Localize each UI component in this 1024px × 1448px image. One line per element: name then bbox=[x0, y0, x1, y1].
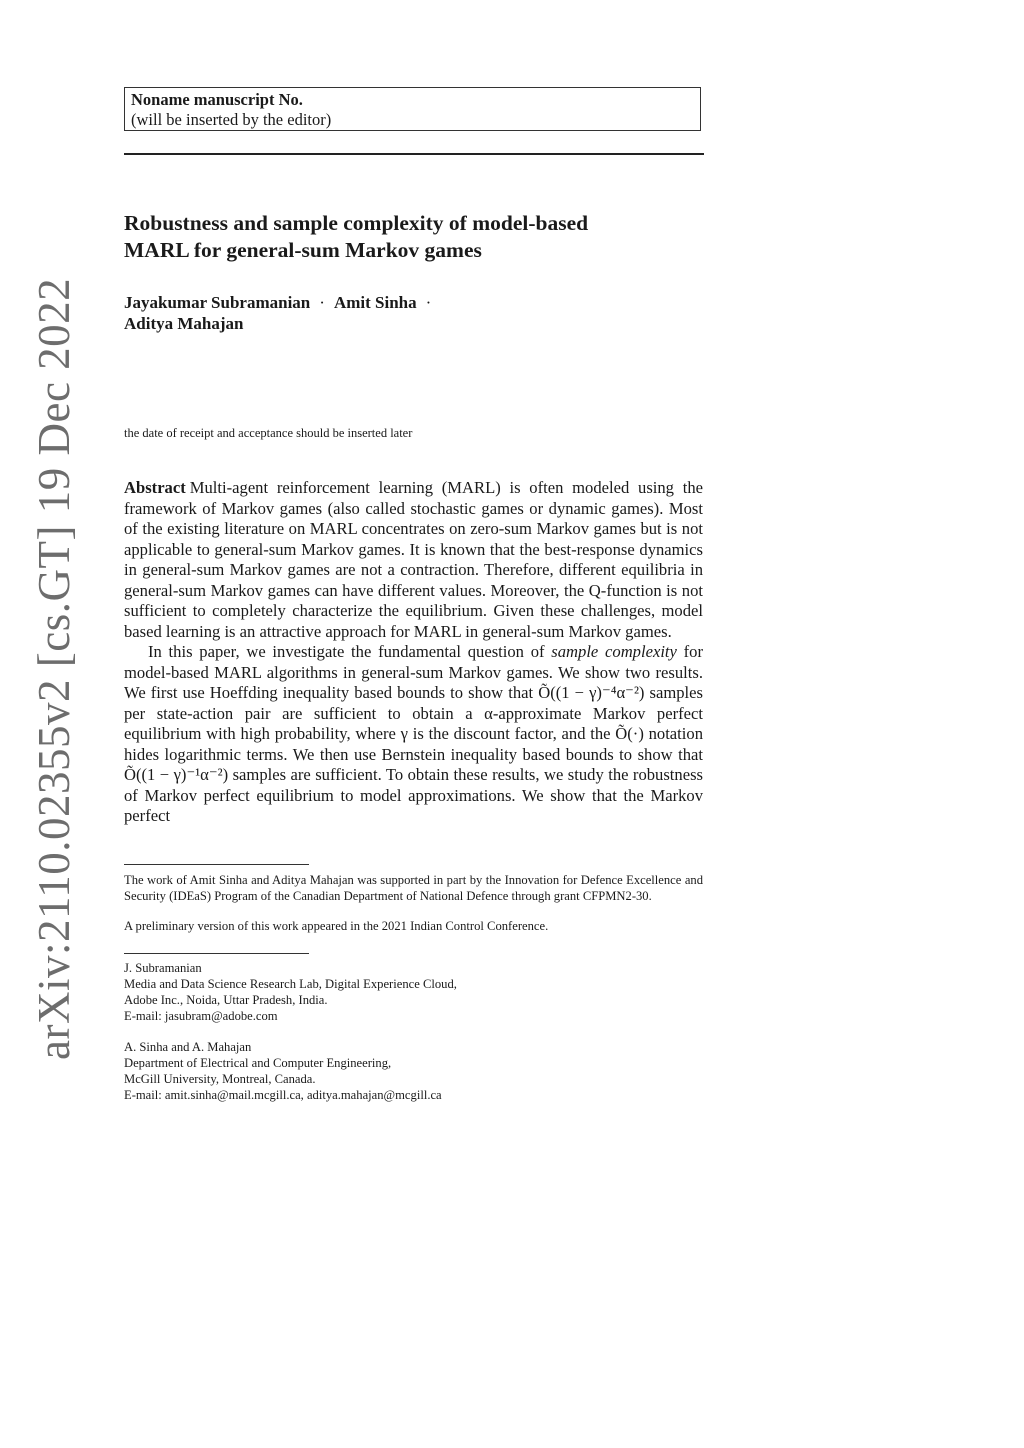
affiliation-name: A. Sinha and A. Mahajan bbox=[124, 1040, 252, 1054]
affiliations bbox=[124, 960, 703, 1118]
affiliation-rule bbox=[124, 953, 309, 954]
affiliation-line: Department of Electrical and Computer Engineering, bbox=[124, 1056, 392, 1070]
funding-footnote: The work of Amit Sinha and Aditya Mahajan was supported in part by the Innovation for Defence Excellence and Security (IDEaS) Program of the Canadian Department of National Defence through grant CFPMN2-30. bbox=[124, 873, 703, 903]
title-line-1: Robustness and sample complexity of model-based bbox=[124, 211, 589, 235]
abstract bbox=[124, 478, 703, 827]
abstract-text: Multi-agent reinforcement learning (MARL) is often modeled using the framework of Markov games (also called stochastic games or dynamic games). Most of the existing literature on MARL concentrates on zero-sum Markov games but is not applicable to general-sum Markov games. It is known that the best-response dynamics in general-sum Markov games are not a contraction. Therefore, different equilibria in general-sum Markov games can have different values. Moreover, the Q-function is not sufficient to completely characterize the equilibrium. Given these challenges, model based learning is an attractive approach for MARL in general-sum Markov games. bbox=[124, 478, 703, 641]
author-list bbox=[124, 292, 684, 334]
title-rule bbox=[124, 153, 704, 155]
paper-title bbox=[124, 210, 724, 264]
affiliation-block bbox=[124, 1039, 703, 1103]
author-name: Amit Sinha bbox=[333, 293, 417, 312]
paragraph-text: for model-based MARL algorithms in general-sum Markov games. We show two results. We first use Hoeffding inequality based bounds to show that Õ((1 − γ)⁻⁴α⁻²) samples per state-action pair are sufficient to obtain a α-approximate Markov perfect equilibrium with high probability, where γ is the discount factor, and the Õ(·) notation hides logarithmic terms. We then use Bernstein inequality based bounds to show that Õ((1 − γ)⁻¹α⁻²) samples are sufficient. To obtain these results, we study the robustness of Markov perfect equilibrium to model approximations. We show that the Markov perfect bbox=[124, 642, 703, 825]
author-separator: · bbox=[425, 293, 432, 312]
body-paragraph bbox=[124, 642, 703, 827]
title-line-2: MARL for general-sum Markov games bbox=[124, 238, 482, 262]
affiliation-block bbox=[124, 960, 703, 1024]
emphasis-text: sample complexity bbox=[551, 642, 677, 661]
arxiv-identifier: arXiv:2110.02355v2 [cs.GT] 19 Dec 2022 bbox=[29, 277, 79, 1060]
footnote-rule bbox=[124, 864, 309, 865]
manuscript-number: Noname manuscript No. bbox=[131, 90, 303, 109]
preliminary-footnote: A preliminary version of this work appeared in the 2021 Indian Control Conference. bbox=[124, 919, 549, 933]
abstract-paragraph bbox=[124, 478, 703, 642]
author-name: Aditya Mahajan bbox=[124, 314, 244, 333]
footnotes bbox=[124, 872, 703, 948]
affiliation-email: E-mail: amit.sinha@mail.mcgill.ca, aditya.mahajan@mcgill.ca bbox=[124, 1088, 442, 1102]
affiliation-email: E-mail: jasubram@adobe.com bbox=[124, 1009, 278, 1023]
paragraph-text: In this paper, we investigate the fundamental question of bbox=[148, 642, 552, 661]
author-name: Jayakumar Subramanian bbox=[124, 293, 311, 312]
editor-note: (will be inserted by the editor) bbox=[131, 110, 332, 129]
manuscript-box bbox=[124, 87, 701, 131]
affiliation-line: McGill University, Montreal, Canada. bbox=[124, 1072, 316, 1086]
author-separator: · bbox=[319, 293, 325, 312]
affiliation-name: J. Subramanian bbox=[124, 961, 202, 975]
affiliation-line: Media and Data Science Research Lab, Digital Experience Cloud, bbox=[124, 977, 457, 991]
affiliation-line: Adobe Inc., Noida, Uttar Pradesh, India. bbox=[124, 993, 328, 1007]
receipt-date-note: the date of receipt and acceptance should be inserted later bbox=[124, 426, 413, 440]
abstract-label: Abstract bbox=[124, 478, 186, 497]
